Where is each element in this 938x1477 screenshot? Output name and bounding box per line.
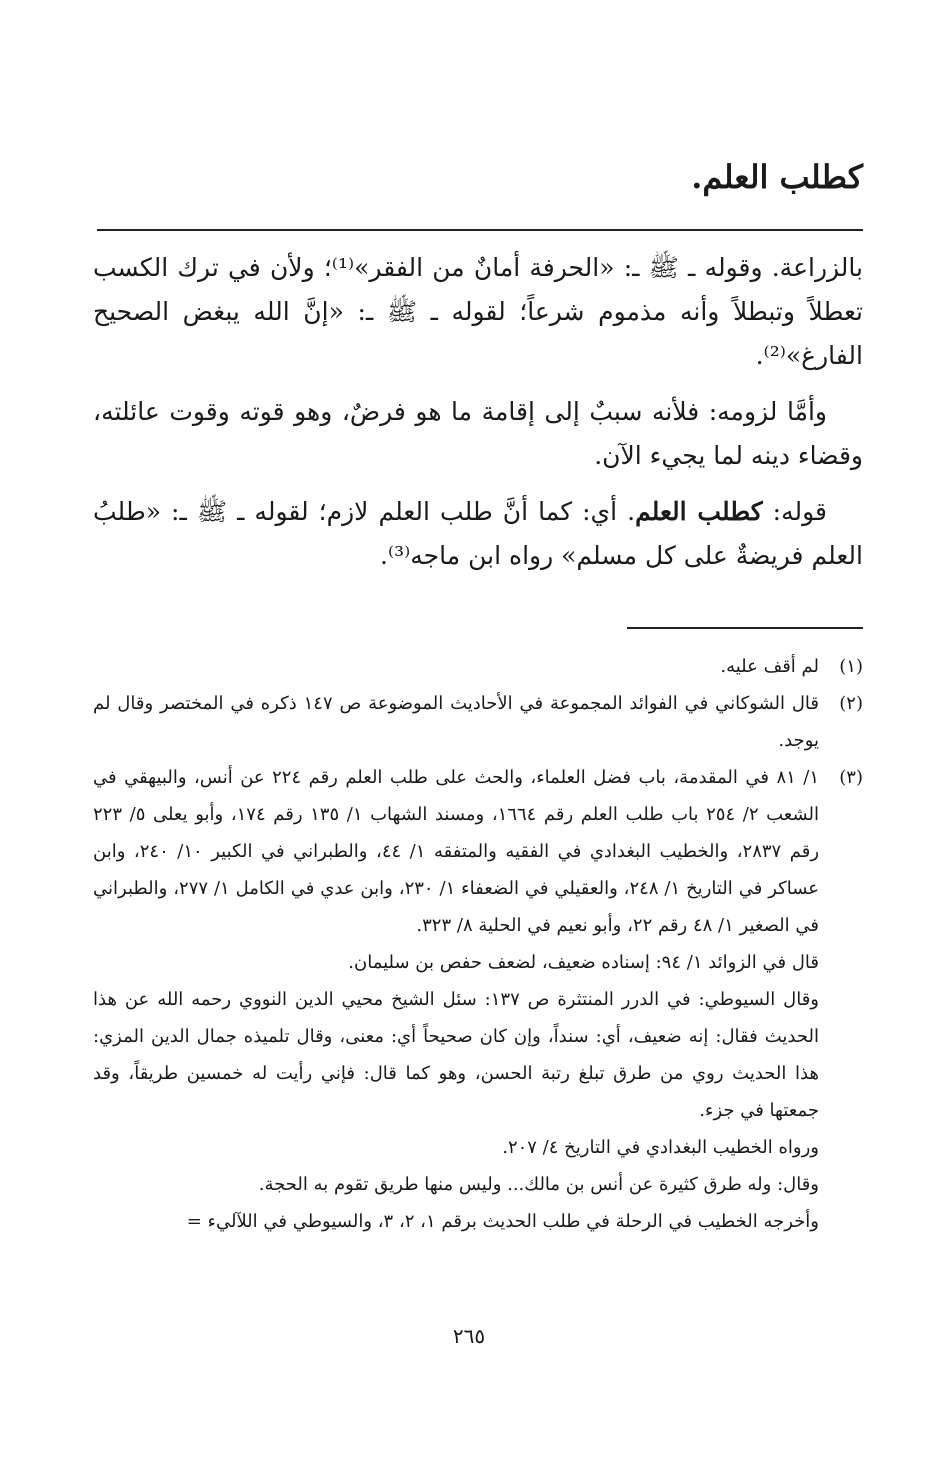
paragraph-3-lead: قوله:	[762, 497, 827, 526]
footnote-3-extra-3: ورواه الخطيب البغدادي في التاريخ ٤/ ٢٠٧.	[502, 1137, 819, 1158]
footnote-3	[93, 759, 863, 1240]
footnote-divider	[627, 627, 863, 629]
header-divider	[97, 229, 863, 231]
running-header-title: كطلب العلم.	[691, 158, 863, 196]
footnote-number: (٢)	[839, 693, 863, 714]
footnote-2	[93, 685, 863, 759]
footnote-3-extra-2: وقال السيوطي: في الدرر المنتثرة ص ١٣٧: سئل الشيخ محيي الدين النووي رحمه الله عن هذا الحديث فقال: إنه ضعيف، أي: سنداً، وإن كان صحيحاً أي: معنى، وقال تلميذه جمال الدين المزي: هذا الحديث روي من طرق تبلغ رتبة الحسن، وهو كما قال: فإني رأيت له خمسين طريقاً، وقد جمعتها في جزء.	[93, 989, 819, 1121]
footnote-3-extra-4: وقال: وله طرق كثيرة عن أنس بن مالك... وليس منها طريق تقوم به الحجة.	[258, 1174, 819, 1195]
footnote-3-extra-1: قال في الزوائد ١/ ٩٤: إسناده ضعيف، لضعف حفص بن سليمان.	[348, 952, 819, 973]
page-number: ٢٦٥	[452, 1324, 486, 1348]
paragraph-1: بالزراعة. وقوله ـ ﷺ ـ: «الحرفة أمانٌ من الفقر»⁽¹⁾؛ ولأن في ترك الكسب تعطلاً وتبطلاً وأنه مذموم شرعاً؛ لقوله ـ ﷺ ـ: «إنَّ الله يبغض الصحيح الفارغ»⁽²⁾.	[93, 253, 863, 370]
footnote-text: ١/ ٨١ في المقدمة، باب فضل العلماء، والحث على طلب العلم رقم ٢٢٤ عن أنس، والبيهقي في الشعب ٢/ ٢٥٤ باب طلب العلم رقم ١٦٦٤، ومسند الشهاب ١/ ١٣٥ رقم ١٧٤، وأبو يعلى ٥/ ٢٢٣ رقم ٢٨٣٧، والخطيب البغدادي في الفقيه والمتفقه ١/ ٤٤، والطبراني في الكبير ١٠/ ٢٤٠، وابن عساكر في التاريخ ١/ ٢٤٨، والعقيلي في الضعفاء ١/ ٢٣٠، وابن عدي في الكامل ١/ ٢٧٧، والطبراني في الصغير ١/ ٤٨ رقم ٢٢، وأبو نعيم في الحلية ٨/ ٣٢٣.	[93, 767, 820, 936]
footnotes	[93, 648, 863, 1240]
footnote-1	[93, 648, 863, 685]
paragraph-3-bold-term: كطلب العلم	[635, 497, 763, 526]
footnote-text: قال الشوكاني في الفوائد المجموعة في الأحاديث الموضوعة ص ١٤٧ ذكره في المختصر وقال لم يوجد.	[93, 693, 819, 751]
paragraph-3	[93, 490, 863, 578]
paragraph-2: وأمَّا لزومه: فلأنه سببٌ إلى إقامة ما هو فرضٌ، وهو قوته وقوت عائلته، وقضاء دينه لما يجيء الآن.	[93, 397, 863, 470]
footnote-3-extra-5: وأخرجه الخطيب في الرحلة في طلب الحديث برقم ١، ٢، ٣، والسيوطي في اللآليء =	[186, 1211, 819, 1232]
main-text	[93, 246, 863, 590]
paragraph-3-rest: . أي: كما أنَّ طلب العلم لازم؛ لقوله ـ ﷺ ـ: «طلبُ العلم فريضةٌ على كل مسلم» رواه ابن ماجه⁽³⁾.	[93, 497, 863, 570]
footnote-number: (١)	[839, 656, 863, 677]
footnote-text: لم أقف عليه.	[720, 656, 819, 677]
footnote-number: (٣)	[839, 767, 863, 788]
